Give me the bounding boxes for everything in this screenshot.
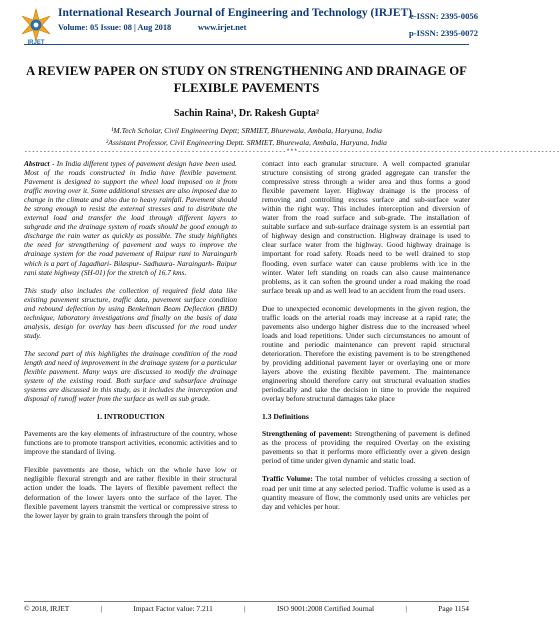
journal-title: International Research Journal of Engineering and Technology (IRJET) [58, 7, 413, 19]
section-separator: ---------------------------------------------------------------------***--------------------------------------------------------------------- [24, 148, 560, 155]
paper-title-line-1: A REVIEW PAPER ON STUDY ON STRENGTHENING AND DRAINAGE OF [26, 64, 467, 78]
footer-page-number: Page 1154 [438, 604, 469, 613]
intro-paragraph-1: Pavements are the key elements of infrastructure of the country, whose functions are to promote transport activities, economic activities and to improve the standard of living. [24, 429, 237, 457]
right-column [262, 159, 470, 520]
abstract-label: Abstract [24, 159, 50, 168]
definition-term-1: Strengthening of pavement: [262, 429, 353, 439]
definition-traffic-volume [262, 474, 470, 510]
affiliation-1: ¹M.Tech Scholar, Civil Engineering Deptt; SRMIET, Bhurewala, Ambala, Haryana, India [111, 126, 382, 135]
intro-paragraph-2: Flexible pavements are those, which on the whole have low or negligible flexural strength and are rather flexible in their structural action under the loads. The layers of flexible pavement reflect the deformation of the lower layers onto the surface of the layer. The flexible pavement layers transmit the vertical or compressive stress to the lower layer by grain to grain transfers through the point of [24, 465, 237, 520]
footer-impact-factor: Impact Factor value: 7.211 [133, 604, 213, 613]
logo-emblem-icon [20, 8, 52, 42]
journal-header [20, 6, 478, 48]
logo-wordmark: IRJET [27, 40, 45, 46]
header-divider [24, 44, 469, 45]
body-paragraph-2: Due to unexpected economic developments in the given region, the traffic loads on the arterial roads may increase at a rapid rate; the pavements also undergo higher distress due to the increased wheel loads and load repetitions. Under such circumstances no amount of routine and periodic maintenance can prevent rapid structural deterioration. Therefore the existing pavement is to be strengthened by providing additional pavement layer or overlaying one or more layers above the existing flexible pavement. The maintenance engineering should therefore carry out structural evaluation studies periodically and take the decision in time to provide the required overlay before structural damages take place [262, 303, 470, 404]
paper-title [24, 63, 469, 97]
definition-term-2: Traffic Volume: [262, 474, 313, 484]
footer-divider-2: | [244, 604, 246, 613]
affiliation-2: ²Assistant Professor, Civil Engineering Deptt. SRMIET, Bhurewala, Ambala, Haryana, India [106, 138, 387, 147]
footer-divider-3: | [405, 604, 407, 613]
paper-title-line-2: FLEXIBLE PAVEMENTS [173, 81, 320, 95]
journal-logo [20, 8, 52, 44]
volume-issue: Volume: 05 Issue: 08 | Aug 2018 [58, 23, 172, 32]
abstract-paragraph-2: This study also includes the collection of required field data like existing pavement structure, traffic data, pavement surface condition and rebound deflection by using Benkelman Beam Deflection (BBD) technique, laboratory investigations and finally on the basis of data analysis, design for overlay has been discussed for the road under study. [24, 285, 237, 340]
footer-iso: ISO 9001:2008 Certified Journal [276, 604, 375, 613]
definitions-heading: 1.3 Definitions [262, 412, 309, 422]
eissn: e-ISSN: 2395-0056 [409, 11, 478, 21]
definition-text-2: The total number of vehicles crossing a section of road per unit time at any selected period. Traffic volume is used as a quantity measure of flow, the commonly used units are vehicles per day and vehicles per hour. [262, 474, 470, 511]
paper-authors: Sachin Raina¹, Dr. Rakesh Gupta² [173, 108, 320, 119]
footer-divider-1: | [100, 604, 103, 613]
page-footer [24, 604, 469, 613]
left-column [24, 159, 237, 529]
pissn: p-ISSN: 2395-0072 [409, 28, 478, 38]
journal-website-link[interactable]: www.irjet.net [198, 23, 247, 32]
body-paragraph-1: contact into each granular structure. A well compacted granular structure consisting of strong graded aggregate can transfer the compressive stress through a wider area and thus forms a good flexible pavement layer. Highway drainage is the process of removing and controlling excess surface and sub-surface water within the right way. This includes interception and diversion of water from the road surface and sub-grade. The installation of suitable surface and sub-surface drainage system is an essential part of highway design and construction. Highway drainage is used to clear surface water from the highway. Good highway drainage is important for road safety. Roads need to be well drained to stop flooding, even surface water can cause problems with ice in the winter. Water left standing on roads can also cause maintenance problems, as it can soften the ground under a road making the road surface break up and as well lead to an accident from the road users. [262, 159, 470, 295]
footer-divider [24, 601, 469, 602]
abstract-text-1: In India different types of pavement design have been used. Most of the roads constructed in India have flexible pavement. Pavement is designed to support the wheel load imposed on it from traffic moving over it. Some additional stresses are also imposed due to change in the climate and also due to heavy rainfall. Pavement should be strong enough to resist the external stresses and to distribute the external load and transfer the load through different layers to subgrade and the drainage system of roads should be good enough to discharge the rain water as quickly as possible. The study highlights the need for strengthening of pavement and ways to improve the drainage system for the road pavement of Raipur rani to Naraingarh which is a part of Jagadhari- Bilaspur- Sadhaura- Naraingarh- Raipur rani state highway (SH-01) for the stretch of 16.7 kms. [24, 159, 237, 277]
definition-text-1: Strengthening of pavement is defined as the process of providing the required Overlay on the existing pavements so that it performs more efficiently over a given design period of time under given dynamic and static load. [262, 429, 470, 466]
footer-copyright: © 2018, IRJET [24, 604, 70, 613]
abstract-paragraph-3: The second part of this highlights the drainage condition of the road length and need of improvement in the drainage system for a particular flexible pavement. Many ways are discussed to modify the drainage system of the existing road. Both surface and subsurface drainage systems are discussed in this study, as it includes the interception and disposal of runoff water from the surface as well as sub grade. [24, 348, 237, 404]
abstract-paragraph-1: Abstract - In India different types of pavement design have been used. Most of the roads constructed in India have flexible pavement. Pavement is designed to support the wheel load imposed on it from traffic moving over it. Some additional stresses are also imposed due to change in the climate and also due to heavy rainfall. Pavement should be strong enough to resist the external stresses and to distribute the external load and transfer the load through different layers to subgrade and the drainage system of roads should be good enough to discharge the rain water as quickly as possible. The study highlights the need for strengthening of pavement and ways to improve the drainage system for the road pavement of Raipur rani to Naraingarh which is a part of Jagadhari- Bilaspur- Sadhaura- Naraingarh- Raipur rani state highway (SH-01) for the stretch of 16.7 kms. [24, 159, 237, 277]
issn-block [409, 8, 478, 42]
journal-meta [58, 23, 247, 32]
introduction-heading: 1. INTRODUCTION [96, 412, 165, 422]
definition-strengthening [262, 429, 470, 465]
